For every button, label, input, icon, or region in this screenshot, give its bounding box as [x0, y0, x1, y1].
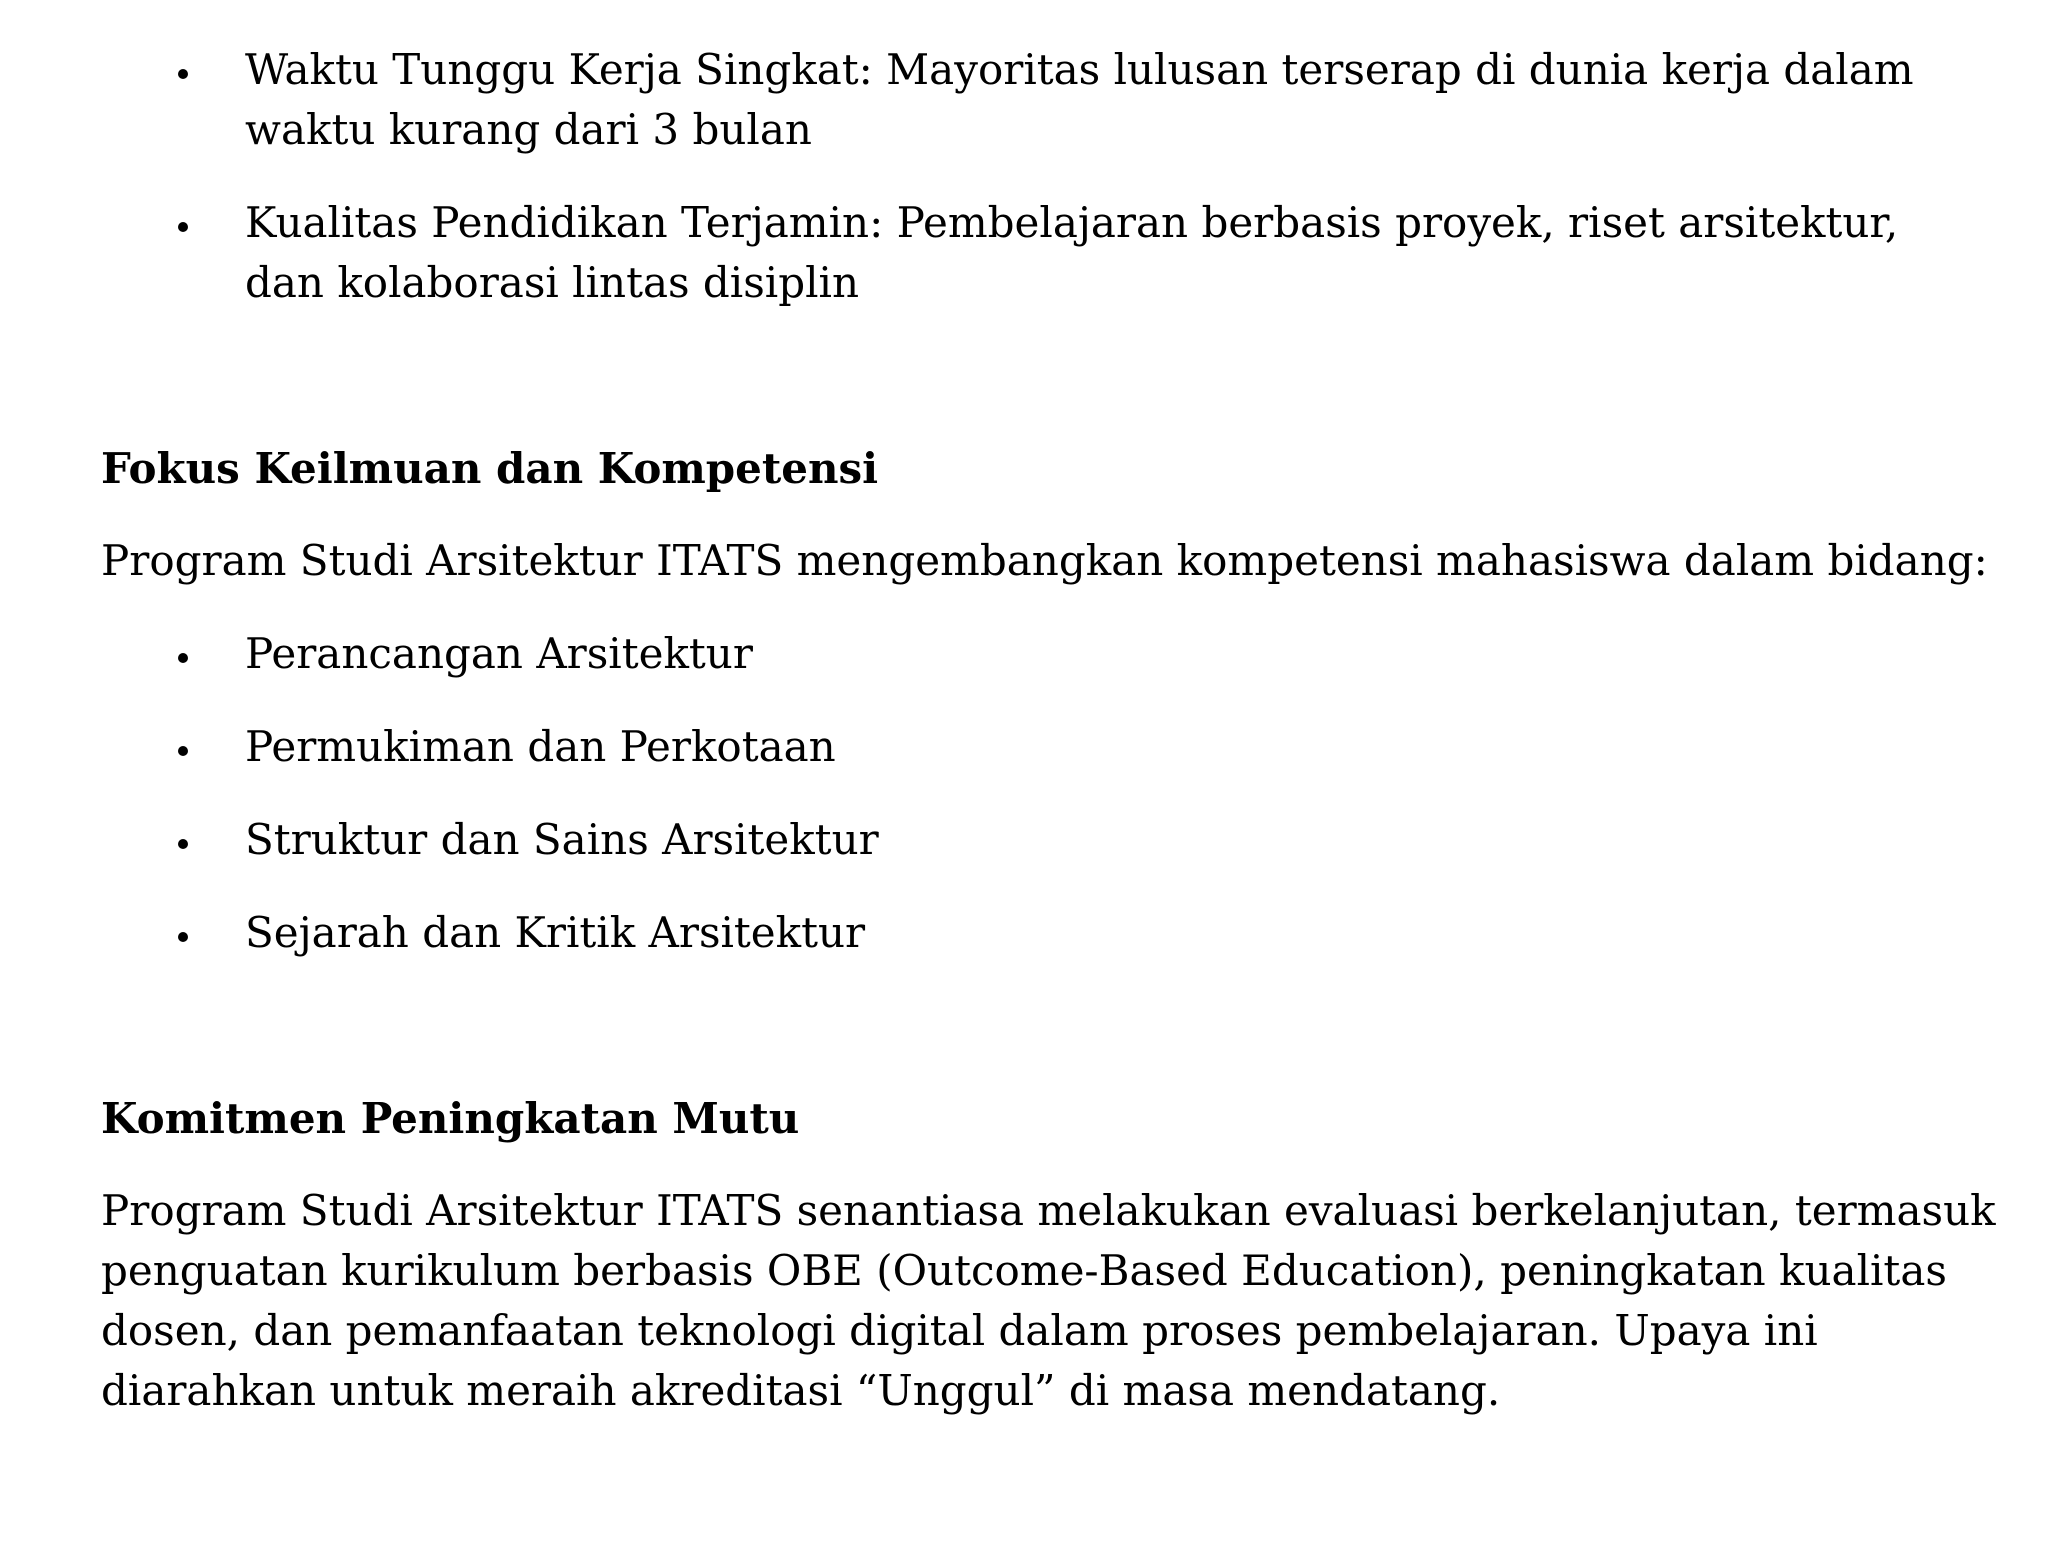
- list-item-text: Perancangan Arsitektur: [245, 629, 753, 678]
- bullet-icon: [178, 932, 188, 942]
- section-heading: Fokus Keilmuan dan Kompetensi: [101, 444, 879, 493]
- list-item-text: Permukiman dan Perkotaan: [245, 722, 836, 771]
- bullet-icon: [178, 746, 188, 756]
- section-intro: Program Studi Arsitektur ITATS mengembangkan kompetensi mahasiswa dalam bidang:: [101, 536, 1988, 585]
- list-item-text: Sejarah dan Kritik Arsitektur: [245, 908, 866, 957]
- section-paragraph: Program Studi Arsitektur ITATS senantiasa melakukan evaluasi berkelanjutan, termasuk penguatan kurikulum berbasis OBE (Outcome-Based Education), peningkatan kualitas dosen, dan pemanfaatan teknologi digital dalam proses pembelajaran. Upaya ini diarahkan untuk meraih akreditasi “Unggul” di masa mendatang.: [101, 1186, 1996, 1415]
- bullet-icon: [178, 69, 188, 79]
- list-item-text: Struktur dan Sains Arsitektur: [245, 815, 879, 864]
- bullet-icon: [178, 653, 188, 663]
- list-item-text: Kualitas Pendidikan Terjamin: Pembelajaran berbasis proyek, riset arsitektur, dan kolaborasi lintas disiplin: [245, 198, 1899, 307]
- section-heading: Komitmen Peningkatan Mutu: [101, 1094, 800, 1143]
- bullet-icon: [178, 839, 188, 849]
- list-item-text: Waktu Tunggu Kerja Singkat: Mayoritas lulusan terserap di dunia kerja dalam waktu kurang dari 3 bulan: [245, 45, 1914, 154]
- bullet-icon: [178, 222, 188, 232]
